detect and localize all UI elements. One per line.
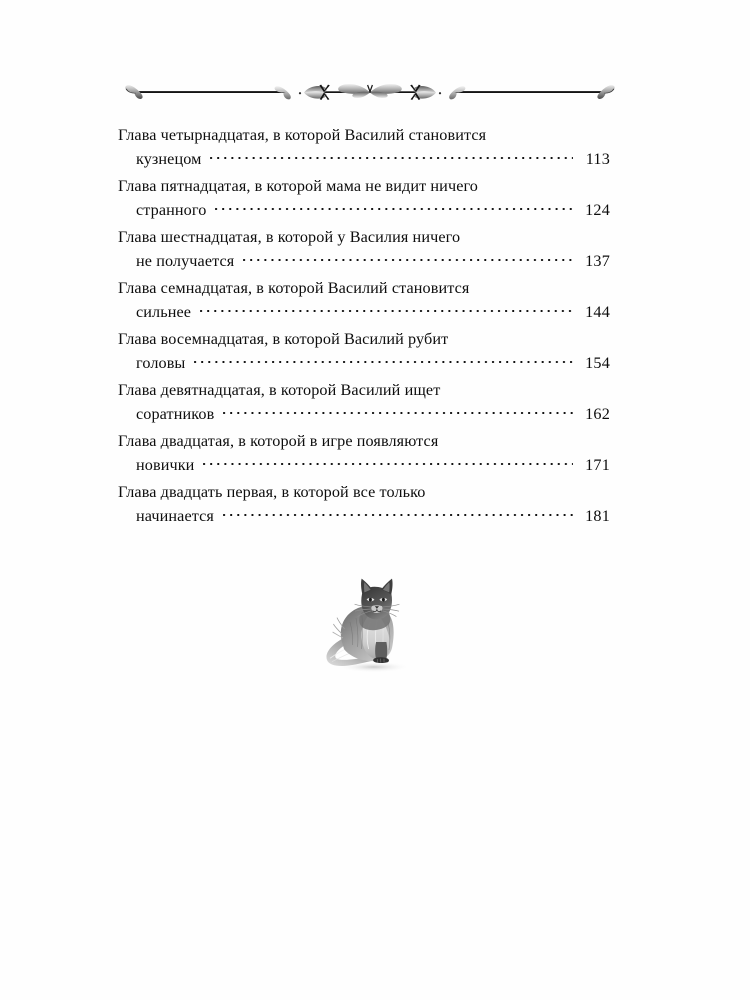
- toc-page-number: 181: [585, 506, 610, 525]
- toc-entry-title-continuation: головы: [136, 353, 186, 372]
- sitting-cat-illustration: [318, 572, 430, 676]
- toc-entry-tail-row: [118, 402, 610, 426]
- toc-entry-tail-row: [118, 453, 610, 477]
- toc-entry-title: Глава четырнадцатая, в которой Василий становится: [118, 126, 487, 144]
- toc-entry[interactable]: [118, 379, 610, 426]
- toc-entry-tail-row: [118, 300, 610, 324]
- toc-entry-tail-row: [118, 198, 610, 222]
- toc-entry[interactable]: [118, 277, 610, 324]
- toc-entry-tail-row: [118, 351, 610, 375]
- toc-entry-title-continuation: кузнецом: [136, 149, 202, 168]
- dot-leader: [215, 198, 573, 214]
- toc-entry[interactable]: [118, 226, 610, 273]
- toc-entry[interactable]: [118, 481, 610, 528]
- toc-page-number: 137: [585, 251, 610, 270]
- toc-entry[interactable]: [118, 430, 610, 477]
- toc-entry-title: Глава пятнадцатая, в которой мама не видит ничего: [118, 177, 479, 195]
- dot-leader: [203, 453, 573, 469]
- toc-entry-title-continuation: соратников: [136, 404, 215, 423]
- dot-leader: [200, 300, 573, 316]
- toc-entry[interactable]: [118, 175, 610, 222]
- toc-page-number: 113: [585, 149, 610, 168]
- dot-leader: [210, 147, 573, 163]
- dot-leader: [223, 504, 573, 520]
- leaf-scroll-divider-ornament: [118, 72, 622, 110]
- table-of-contents: [118, 124, 610, 532]
- toc-page-number: 171: [585, 455, 610, 474]
- toc-entry-title-continuation: странного: [136, 200, 207, 219]
- toc-entry-title: Глава девятнадцатая, в которой Василий ищет: [118, 381, 441, 399]
- toc-entry-title-continuation: новички: [136, 455, 195, 474]
- toc-entry-title: Глава шестнадцатая, в которой у Василия ничего: [118, 228, 461, 246]
- toc-entry-tail-row: [118, 249, 610, 273]
- dot-leader: [243, 249, 573, 265]
- toc-page-number: 124: [585, 200, 610, 219]
- toc-entry-title: Глава восемнадцатая, в которой Василий рубит: [118, 330, 449, 348]
- toc-entry-title-continuation: сильнее: [136, 302, 192, 321]
- toc-page-number: 154: [585, 353, 610, 372]
- toc-entry-title-continuation: не получается: [136, 251, 235, 270]
- toc-page-number: 162: [585, 404, 610, 423]
- toc-entry-title: Глава семнадцатая, в которой Василий становится: [118, 279, 470, 297]
- dot-leader: [194, 351, 573, 367]
- dot-leader: [223, 402, 573, 418]
- toc-page-number: 144: [585, 302, 610, 321]
- toc-entry-title: Глава двадцать первая, в которой все только: [118, 483, 426, 501]
- toc-entry[interactable]: [118, 124, 610, 171]
- toc-entry-title-continuation: начинается: [136, 506, 214, 525]
- toc-entry-tail-row: [118, 504, 610, 528]
- toc-entry-title: Глава двадцатая, в которой в игре появляются: [118, 432, 439, 450]
- toc-entry[interactable]: [118, 328, 610, 375]
- toc-entry-tail-row: [118, 147, 610, 171]
